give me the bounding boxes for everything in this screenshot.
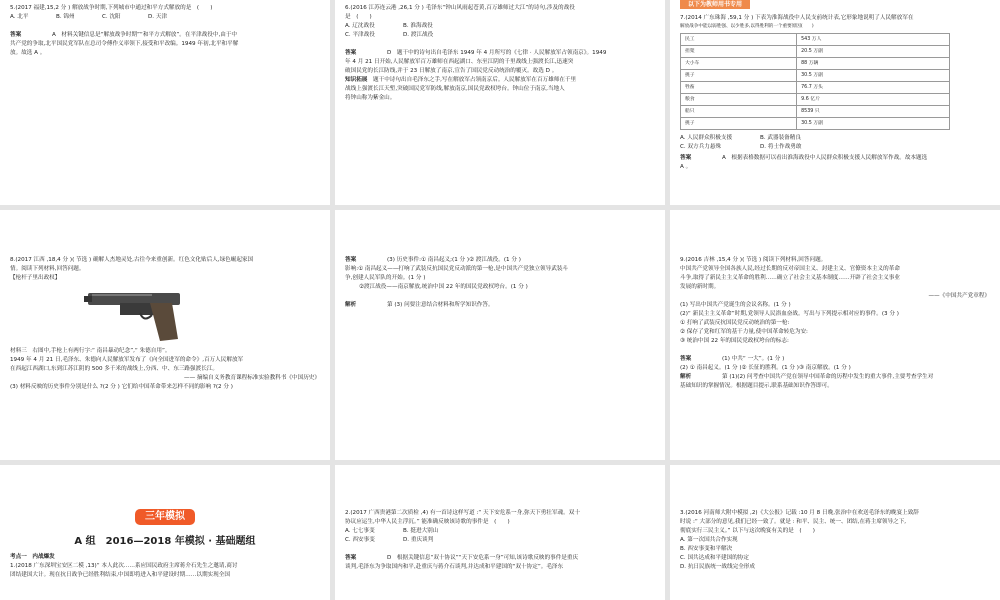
table-row: 大小车 88 万辆 [681, 58, 950, 70]
table-row: 船只 8539 只 [681, 106, 950, 118]
answer-label: 答案 [680, 356, 692, 362]
page-panel-q6 [335, 0, 665, 205]
topic-heading: 考点一 内战爆发 [10, 554, 55, 560]
page-panel-q7 [670, 0, 1000, 205]
sub-question-item: ② 保存了党和红军的基干力量,使中国革命转危为安: [680, 329, 808, 335]
question-text: 1.(2018 广东深圳宝安区二模 ,13)“ 本人此次……系应国民政府主席蒋介石先生之邀请,商讨 [10, 563, 238, 569]
material-source: ——《中国共产党章程》 [928, 293, 990, 299]
question-text: 2.(2017 广西贵港第二次质检 ,4) 有一首诗这样写道 :“ 天下安危系一身,弥天下勇壮军魂。双十 [345, 510, 580, 516]
option-c: C. 国共达成和平建国的协定 [680, 555, 749, 561]
page-panel-q5 [0, 0, 330, 205]
answer-text: (1) 中共“ 一大”。(1 分 ) [722, 356, 785, 362]
answer-text: D 题干中的诗句出自毛泽东 1949 年 4 月所写的《七律 · 人民解放军占领南京》。1949 [387, 50, 607, 56]
sub-question: (3) 材料反映的历史事件分别是什么 ?(2 分 ) 它们给中国革命带来怎样不同的影响 ?(2 分 ) [10, 384, 233, 390]
answer-label: 答案 [680, 155, 692, 161]
group-title: A 组 2016—2018 年模拟 · 基础题组 [74, 536, 256, 547]
question-text-cont: 是 ( ) [345, 14, 372, 20]
option-d: D. 渡江战役 [403, 32, 434, 38]
pistol-image [80, 285, 190, 343]
answer-text: (3) 历史事件:① 南昌起义;(1 分 )② 渡江战役。(1 分 ) [387, 257, 521, 263]
page-panel-q8-answer [335, 210, 665, 460]
option-c: C. 平津战役 [345, 32, 375, 38]
option-a: A. 人民群众积极支援 [680, 135, 733, 141]
answer-text: A 根据表格数据可以看出淮海战役中人民群众积极支援人民解放军作战。故本题选 [722, 155, 928, 161]
table-row: 挑子 30.5 万副 [681, 118, 950, 130]
answer-line: 争,创建人民军队的开始。(1 分 ) [345, 275, 426, 281]
material-line: 中国共产党领导全国各族人民,经过长期的反对帝国主义、封建主义、官僚资本主义的革命 [680, 266, 900, 272]
answer-line: 影响:① 南昌起义——打响了武装反抗国民党反动派的第一枪,是中国共产党独立领导武装斗 [345, 266, 569, 272]
page-panel-q8 [0, 210, 330, 460]
sub-question: (1) 写出中国共产党诞生的会议名称。(1 分 ) [680, 302, 791, 308]
option-d: D. 重庆谈判 [403, 537, 434, 543]
option-a: A. 北平 [10, 14, 29, 20]
table-row: 担架 20.5 万副 [681, 46, 950, 58]
option-b: B. 挺进大别山 [403, 528, 439, 534]
analysis-text: 第 (1)(2) 问考查中国共产党在领导中国革命的历程中发生的重大事件,主要考查学生对 [722, 374, 934, 380]
page-panel-mock-a [0, 465, 330, 600]
question-text-cont: 协议应运生,中华人民主浮沉。” 能准确反映该诗歌的事件是 ( ) [345, 519, 510, 525]
answer-text: A 材料关键信息是“解放战争时期”“和平方式解放”。在平津战役中,由于中 [52, 32, 238, 38]
option-d: D. 将士作战勇敢 [760, 144, 802, 150]
table-row: 民工 543 万人 [681, 34, 950, 46]
page-panel-mock-q3 [670, 465, 1000, 600]
page-panel-mock-q2 [335, 465, 665, 600]
answer-line: (2) ① 南昌起义。(1 分 )② 长征的胜利。(1 分 )③ 南京解放。(1 分 ) [680, 365, 851, 371]
answer-line: 放。故选 A 。 [10, 50, 46, 56]
table-caption: 解放战争中能以弱胜强、以少胜多,以得胜利的一个重要原因( ) [680, 24, 814, 29]
material-line: 材料三 右图中,手枪上有两行字:“ 南昌暴动纪念”,“ 朱德自用”。 [10, 348, 171, 354]
question-text-cont: 彻底实行三民主义。” 以下与这次晚宴有关的是 ( ) [680, 528, 815, 534]
option-d: D. 抗日民族统一战线完全形成 [680, 564, 755, 570]
sub-question-item: ③ 统治中国 22 年的国民党政权垮台的标志: [680, 338, 789, 344]
option-b: B. 锦州 [56, 14, 75, 20]
answer-line: 破国民党的长江防线,并于 23 日解放了南京,宣告了国民党反动统治的覆灭。故选 D 。 [345, 68, 558, 74]
sub-question: (2)“ 新民主主义革命”时期,党领导人民浴血奋战。写出与下列提示相对应的事件。(3 分 ) [680, 311, 899, 317]
question-text-cont: 时说 :“ 大部分的意见,我们已经一致了。就是 : 和平、民主、统一、团结,在蒋主席领导之下, [680, 519, 907, 525]
answer-line: 年 4 月 21 日开始,人民解放军百万雄师在西起湖口、东至江阴的千里战线上强渡长江,迅速突 [345, 59, 574, 65]
answer-line: ②渡江战役——南京解放,统治中国 22 年的国民党政权垮台。(1 分 ) [359, 284, 528, 290]
material-line: 发展的新时期。 [680, 284, 720, 290]
sub-question-item: ① 打响了武装反抗国民党反动统治的第一枪: [680, 320, 790, 326]
answer-line: 谈判,毛泽东为争取国内和平,赴重庆与蒋介石谈判,并达成和平建国的“双十协定”。毛泽东 [345, 564, 564, 570]
question-text: 9.(2016 吉林 ,15,4 分 )( 节选 ) 阅读下列材料,回答问题。 [680, 257, 827, 263]
table-row: 牲畜 76.7 万头 [681, 82, 950, 94]
answer-label: 答案 [345, 555, 357, 561]
question-text: 7.(2014 广东珠海 ,59,1 分 ) 下表为淮海战役中人民支前统计表,它形象地说明了人民解放军在 [680, 15, 914, 21]
analysis-label: 解析 [680, 374, 692, 380]
option-a: A. 第一次国共合作实现 [680, 537, 738, 543]
three-year-mock-badge: 三年模拟 [135, 509, 195, 525]
analysis-text: 第 (3) 问要注意结合材料和所学知识作答。 [387, 302, 494, 308]
option-b: B. 武器装备精良 [760, 135, 801, 141]
option-c: C. 双方兵力悬殊 [680, 144, 722, 150]
analysis-line: 基础知识的掌握情况。根据题目提示,联系基础知识作答即可。 [680, 383, 833, 389]
table-row: 粮食 9.6 亿斤 [681, 94, 950, 106]
option-c: C. 沈阳 [102, 14, 121, 20]
extension-text: 题干中诗句出自毛泽东之手,写在解放军占领南京后。人民解放军在百万雄师在千里 [373, 77, 577, 83]
question-text: 6.(2016 江苏连云港 ,26,1 分 ) 毛泽东“钟山风雨起苍黄,百万雄师过大江”的诗句,涉及的战役 [345, 5, 575, 11]
table-row: 挑子 30.5 万副 [681, 70, 950, 82]
extension-line: 将钟山称为紫金山。 [345, 95, 396, 101]
extension-label: 知识拓展 [345, 77, 368, 83]
page-panel-q9 [670, 210, 1000, 460]
option-c: C. 西安事变 [345, 537, 375, 543]
question-text: 5.(2017 福建,15,2 分 ) 解放战争时期,下列城市中通过和平方式解放的是 ( ) [10, 5, 213, 11]
question-text: 8.(2017 江西 ,18,4 分 )( 节选 ) 确解人杰地灵处,古往今来重创新。红色文化贴后人,绿色崛起家国 [10, 257, 254, 263]
support-statistics-table [680, 33, 950, 130]
answer-end: A 。 [680, 164, 692, 170]
teacher-only-banner: 以下为教师用书专用 [680, 0, 750, 9]
question-text-cont: 团结建国大计。现在抗日战争已经胜利结束,中国即将进入和平建设时期……以期实现全国 [10, 572, 230, 578]
answer-label: 答案 [10, 32, 22, 38]
option-b: B. 淮海战役 [403, 23, 433, 29]
option-d: D. 天津 [148, 14, 168, 20]
material-source: —— 摘编自义务教育课程标准实验教科书《中国历史》 [183, 375, 320, 381]
material-line: 在西起江西湖口,东到江苏江阴的 500 多千米的战线上,分西、中、东三路强渡长江。 [10, 366, 218, 372]
answer-label: 答案 [345, 257, 357, 263]
options-row [10, 13, 320, 22]
answer-line: 共产党的争取,北平国民党军队在总司令傅作义率领下,接受和平改编。1949 年初,北平和平解 [10, 41, 239, 47]
material-line: 斗争,取得了新民主主义革命的胜利……确立了社会主义基本制度……开辟了社会主义事业 [680, 275, 900, 281]
question-text: 3.(2016 河南师大附中模拟 ,2)《大公报》记载 :10 月 8 日晚,张治中在欢送毛泽东的晚宴上致辞 [680, 510, 919, 516]
question-text-cont: 情。阅读下列材料,回答问题。 [10, 266, 85, 272]
analysis-label: 解析 [345, 302, 357, 308]
answer-text: D 根据关键信息“双十协议”“天下安危系一身”可知,该诗歌反映的事件是重庆 [387, 555, 579, 561]
option-a: A. 七七事变 [345, 528, 375, 534]
material-line: 1949 年 4 月 21 日,毛泽东、朱德向人民解放军发布了《向全国进军的命令》,百万人民解放军 [10, 357, 244, 363]
option-b: B. 西安事变和平解决 [680, 546, 733, 552]
option-a: A. 辽沈战役 [345, 23, 375, 29]
section-tag: 【枪杆子里出政权】 [10, 275, 61, 281]
answer-label: 答案 [345, 50, 357, 56]
extension-line: 战线上强渡长江天堑,突破国民党军防线,解放南京,国民党政权垮台。钟山位于南京,当地人 [345, 86, 565, 92]
